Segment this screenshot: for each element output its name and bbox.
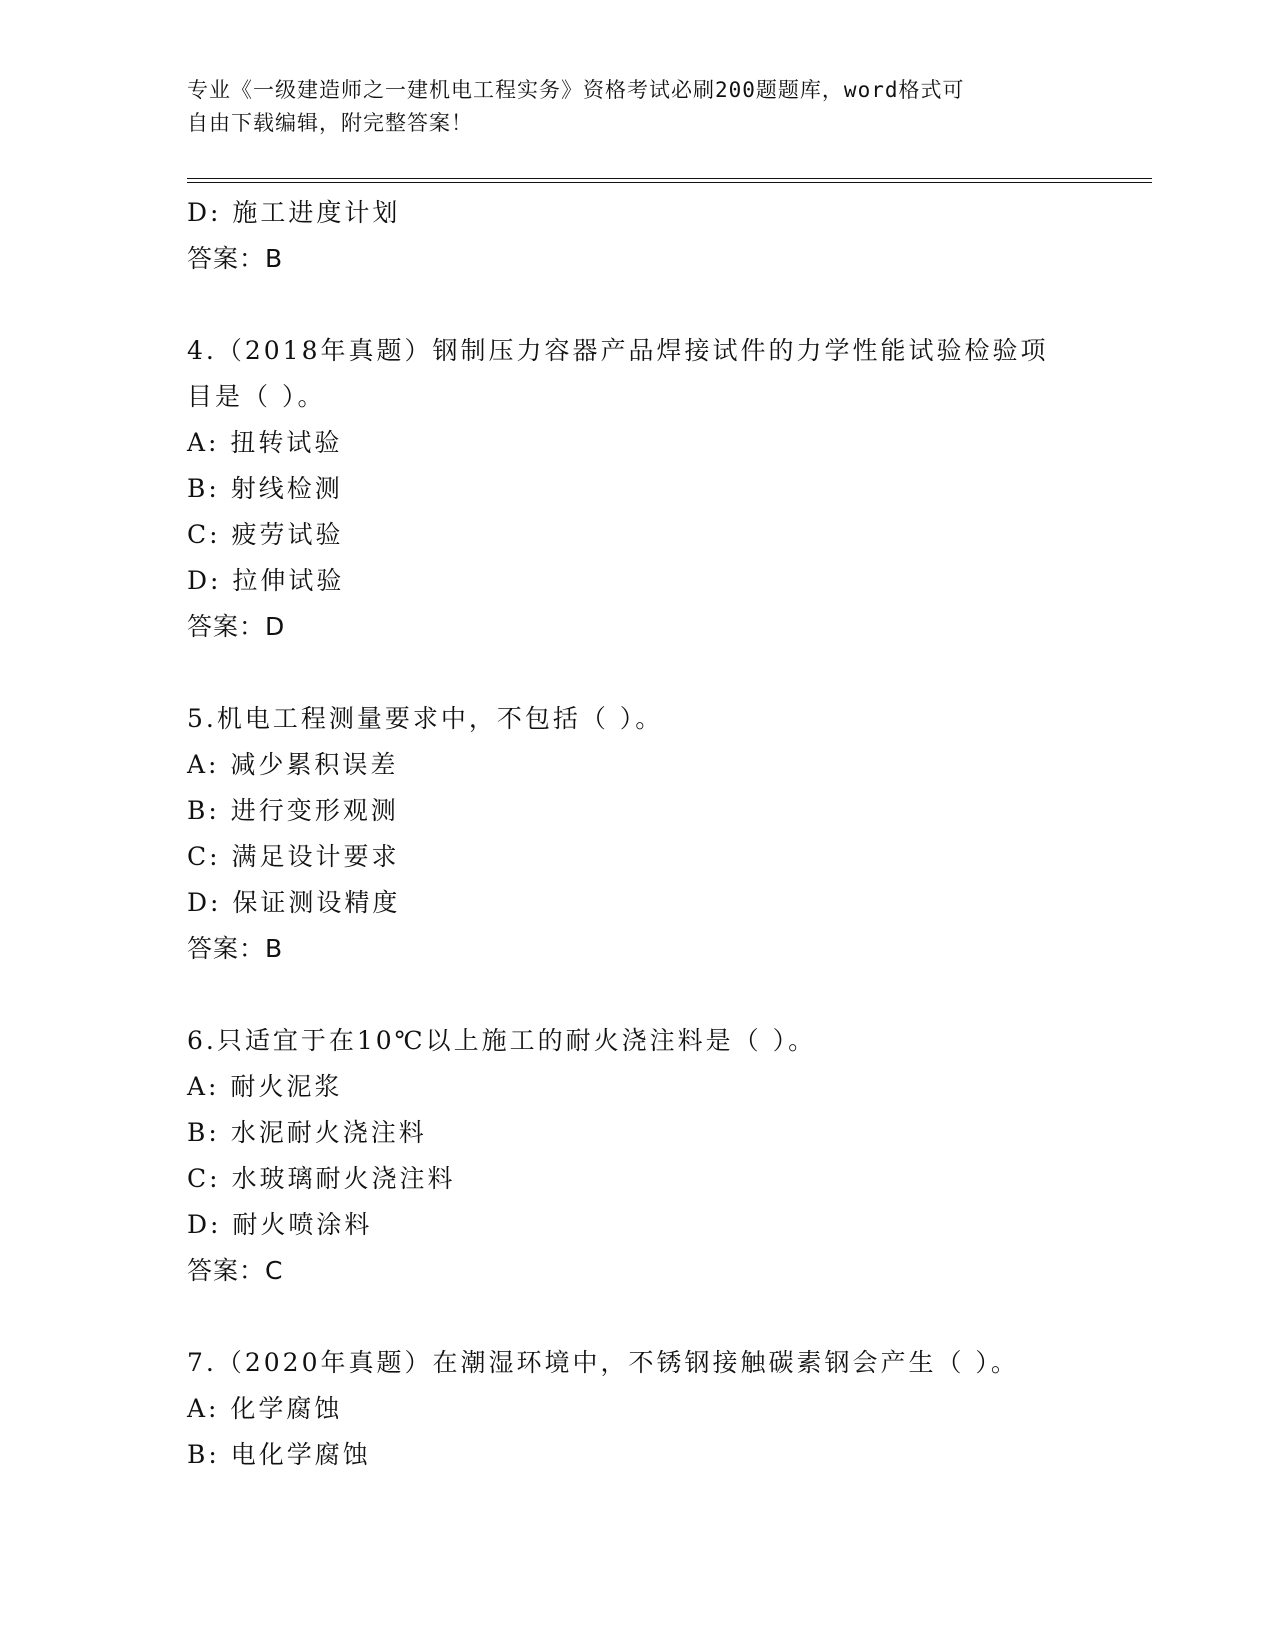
option-b: B: 电化学腐蚀 <box>187 1440 371 1469</box>
header-divider-bottom <box>187 182 1152 183</box>
question-stem: 6.只适宜于在10℃以上施工的耐火浇注料是（ ）。 <box>187 1026 817 1055</box>
header-title-line-1: 专业《一级建造师之一建机电工程实务》资格考试必刷200题题库，word格式可 <box>187 78 965 102</box>
option-b: B: 射线检测 <box>187 474 343 503</box>
question-4 <box>187 328 1152 650</box>
question-7 <box>187 1340 1152 1478</box>
option-d: D: 拉伸试验 <box>187 566 345 595</box>
option-c: C: 疲劳试验 <box>187 520 344 549</box>
spacer <box>187 1294 1152 1340</box>
option-a: A: 减少累积误差 <box>187 750 399 779</box>
question-stem-continued: 目是（ ）。 <box>187 382 326 411</box>
question-3-fragment <box>187 190 1152 282</box>
spacer <box>187 650 1152 696</box>
answer-label: 答案：B <box>187 934 284 963</box>
header-divider-top <box>187 178 1152 179</box>
spacer <box>187 282 1152 328</box>
document-header <box>187 74 1067 140</box>
question-6 <box>187 1018 1152 1294</box>
option-a: A: 耐火泥浆 <box>187 1072 343 1101</box>
option-c: C: 满足设计要求 <box>187 842 400 871</box>
option-a: A: 化学腐蚀 <box>187 1394 343 1423</box>
option-c: C: 水玻璃耐火浇注料 <box>187 1164 456 1193</box>
header-title-line-2: 自由下载编辑，附完整答案！ <box>187 111 473 135</box>
question-stem: 7.（2020年真题）在潮湿环境中，不锈钢接触碳素钢会产生（ ）。 <box>187 1348 1019 1377</box>
option-d: D: 保证测设精度 <box>187 888 401 917</box>
spacer <box>187 972 1152 1018</box>
question-list <box>187 190 1152 1478</box>
question-stem: 4.（2018年真题）钢制压力容器产品焊接试件的力学性能试验检验项 <box>187 336 1049 365</box>
option-b: B: 水泥耐火浇注料 <box>187 1118 427 1147</box>
option-b: B: 进行变形观测 <box>187 796 399 825</box>
option-a: A: 扭转试验 <box>187 428 343 457</box>
option-d: D: 耐火喷涂料 <box>187 1210 373 1239</box>
question-5 <box>187 696 1152 972</box>
question-stem: 5.机电工程测量要求中，不包括（ ）。 <box>187 704 664 733</box>
answer-label: 答案：C <box>187 1256 284 1285</box>
answer-label: 答案：B <box>187 244 284 273</box>
option-d: D: 施工进度计划 <box>187 198 401 227</box>
answer-label: 答案：D <box>187 612 286 641</box>
